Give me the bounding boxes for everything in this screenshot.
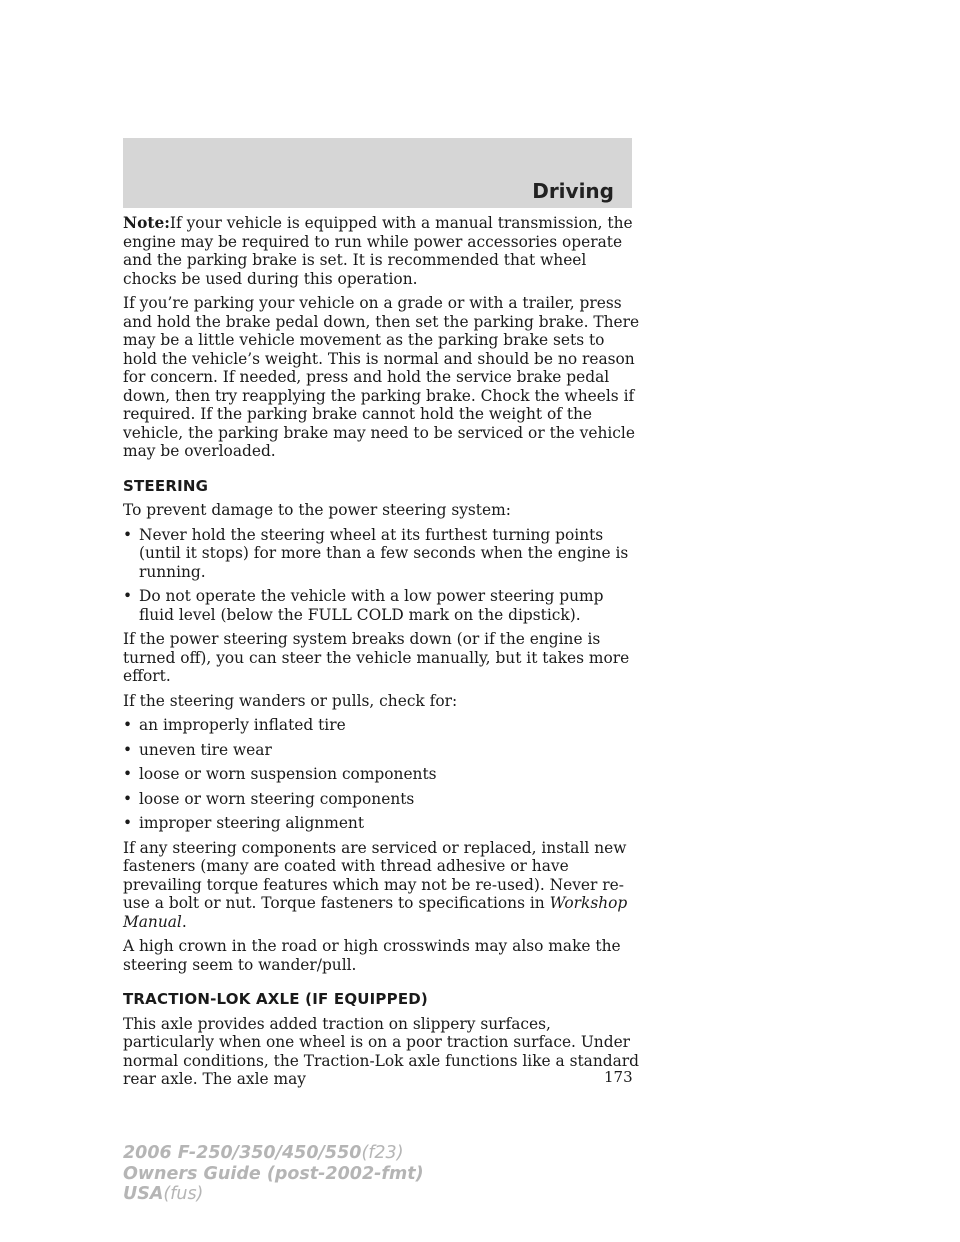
page-content: [123, 214, 643, 1095]
note-label: Note:: [123, 214, 170, 232]
footer-guide-line: Owners Guide (post-2002-fmt): [123, 1163, 424, 1184]
workshop-manual-reference: Workshop Manual: [123, 894, 628, 931]
steering-heading: STEERING: [123, 476, 209, 495]
bullet-icon: •: [123, 740, 133, 759]
traction-heading: TRACTION-LOK AXLE (IF EQUIPPED): [123, 990, 428, 1008]
bullet-icon: •: [123, 789, 133, 808]
list-item: • loose or worn suspension components: [123, 765, 437, 783]
bullet-icon: •: [123, 814, 133, 832]
footer-market-line: USA(fus): [123, 1184, 204, 1204]
grade-paragraph: If you’re parking your vehicle on a grade or with a trailer, press and hold the brake pedal down, then set the parking brake. There may be a little vehicle movement as the parking brake sets to hold the vehicle’s weight. This is normal and should be no reason for concern. If needed, press and hold the service brake pedal down, then try reapplying the parking brake. Chock the wheels if required. If the parking brake cannot hold the weight of the vehicle, the parking brake may need to be serviced or the vehicle may be overloaded.: [123, 294, 640, 460]
list-item: • Do not operate the vehicle with a low power steering pump fluid level (below the FULL COLD mark on the dipstick).: [123, 587, 604, 624]
footer-document-id: [123, 1143, 424, 1205]
list-item: • improper steering alignment: [123, 814, 365, 832]
bullet-icon: •: [123, 765, 133, 783]
note-text: If your vehicle is equipped with a manual transmission, the engine may be required to run while power accessories operate and the parking brake is set. It is recommended that wheel chocks be used during this operation.: [123, 214, 633, 288]
bullet-icon: •: [123, 716, 133, 734]
page-number: 173: [604, 1068, 633, 1086]
footer-model-line: 2006 F-250/350/450/550(f23): [123, 1143, 404, 1163]
breakdown-paragraph: If the power steering system breaks down (or if the engine is turned off), you can steer the vehicle manually, but it takes more effort.: [123, 630, 630, 685]
crown-paragraph: A high crown in the road or high crosswinds may also make the steering seem to wander/pull.: [123, 937, 621, 974]
fasteners-paragraph: If any steering components are serviced or replaced, install new fasteners (many are coated with thread adhesive or have prevailing torque features which may not be re-used). Never re-use a bolt or nut. Torque fasteners to specifications in Workshop Manual.: [123, 838, 628, 931]
traction-paragraph: This axle provides added traction on slippery surfaces, particularly when one wheel is on a poor traction surface. Under normal conditions, the Traction-Lok axle functions like a standard rear axle. The axle may: [123, 1014, 640, 1088]
steering-precautions-list: [123, 526, 643, 625]
steering-intro: To prevent damage to the power steering system:: [123, 501, 511, 519]
note-paragraph: [123, 214, 643, 288]
bullet-icon: •: [123, 587, 133, 605]
list-item: • loose or worn steering components: [123, 789, 415, 808]
steering-checks-list: [123, 716, 643, 833]
section-title: Driving: [532, 179, 614, 203]
check-intro: If the steering wanders or pulls, check for:: [123, 691, 458, 710]
list-item: • Never hold the steering wheel at its furthest turning points (until it stops) for more than a few seconds when the engine is running.: [123, 525, 629, 581]
section-header-band: [123, 138, 632, 208]
list-item: • an improperly inflated tire: [123, 716, 346, 734]
list-item: • uneven tire wear: [123, 740, 272, 759]
bullet-icon: •: [123, 525, 133, 544]
